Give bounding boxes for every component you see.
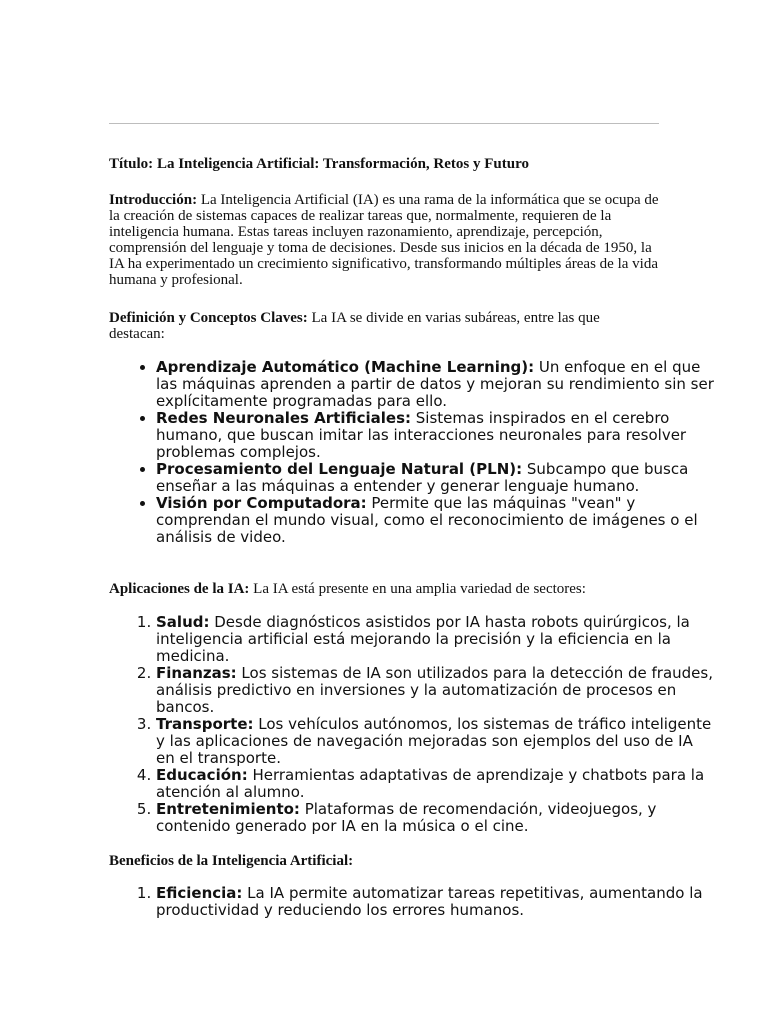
list-item — [156, 461, 716, 495]
item-desc: La IA permite automatizar tareas repetitivas, aumentando la productividad y reduciendo los errores humanos. — [156, 884, 703, 919]
item-term: Finanzas: — [156, 664, 237, 682]
item-desc: Los vehículos autónomos, los sistemas de tráfico inteligente y las aplicaciones de navegación mejoradas son ejemplos del uso de IA en el transporte. — [156, 715, 712, 767]
applications-label: Aplicaciones de la IA: — [109, 581, 250, 597]
list-item — [156, 410, 716, 461]
intro-text: La Inteligencia Artificial (IA) es una rama de la informática que se ocupa de la creación de sistemas capaces de realizar tareas que, normalmente, requieren de la inteligencia humana. Estas tareas incluyen razonamiento, aprendizaje, percepción, comprensión del lenguaje y toma de decisiones. Desde sus inicios en la década de 1950, la IA ha experimentado un crecimiento significativo, transformando múltiples áreas de la vida humana y profesional. — [109, 192, 659, 288]
item-term: Redes Neuronales Artificiales: — [156, 409, 411, 427]
item-desc: Permite que las máquinas "vean" y comprendan el mundo visual, como el reconocimiento de imágenes o el análisis de video. — [156, 494, 698, 546]
benefits-label: Beneficios de la Inteligencia Artificial: — [109, 853, 354, 869]
item-desc: Herramientas adaptativas de aprendizaje y chatbots para la atención al alumno. — [156, 766, 705, 801]
item-desc: Un enfoque en el que las máquinas aprenden a partir de datos y mejoran su rendimiento sin ser explícitamente programadas para ello. — [156, 358, 714, 410]
list-item — [156, 614, 716, 665]
item-term: Salud: — [156, 613, 210, 631]
list-item — [156, 359, 716, 410]
item-term: Educación: — [156, 766, 248, 784]
intro-label: Introducción: — [109, 192, 198, 208]
item-term: Aprendizaje Automático (Machine Learning): — [156, 358, 535, 376]
list-item — [156, 716, 716, 767]
definitions-label: Definición y Conceptos Claves: — [109, 310, 308, 326]
item-desc: Los sistemas de IA son utilizados para la detección de fraudes, análisis predictivo en inversiones y la automatización de procesos en bancos. — [156, 664, 713, 716]
list-item — [156, 801, 716, 835]
definitions-list — [109, 359, 716, 546]
item-desc: Desde diagnósticos asistidos por IA hasta robots quirúrgicos, la inteligencia artificial está mejorando la precisión y la eficiencia en la medicina. — [156, 613, 690, 665]
title-label: Título: — [109, 156, 154, 172]
list-item — [156, 767, 716, 801]
document-title — [109, 156, 659, 172]
item-term: Visión por Computadora: — [156, 494, 367, 512]
item-term: Eficiencia: — [156, 884, 243, 902]
benefits-list — [109, 885, 716, 919]
horizontal-rule — [109, 123, 659, 124]
item-desc: Subcampo que busca enseñar a las máquinas a entender y generar lenguaje humano. — [156, 460, 689, 495]
benefits-heading — [109, 853, 659, 869]
list-item — [156, 495, 716, 546]
intro-paragraph — [109, 192, 659, 288]
applications-list — [109, 614, 716, 835]
title-text: La Inteligencia Artificial: Transformación, Retos y Futuro — [156, 156, 529, 172]
applications-text: La IA está presente en una amplia variedad de sectores: — [249, 581, 586, 597]
definitions-text: La IA se divide en varias subáreas, entre las que destacan: — [109, 310, 600, 342]
item-term: Transporte: — [156, 715, 254, 733]
list-item — [156, 665, 716, 716]
item-term: Procesamiento del Lenguaje Natural (PLN): — [156, 460, 523, 478]
item-desc: Sistemas inspirados en el cerebro humano, que buscan imitar las interacciones neuronales para resolver problemas complejos. — [156, 409, 687, 461]
item-desc: Plataformas de recomendación, videojuegos, y contenido generado por IA en la música o el cine. — [156, 800, 657, 835]
definitions-paragraph — [109, 310, 659, 342]
applications-paragraph — [109, 581, 659, 597]
list-item — [156, 885, 716, 919]
item-term: Entretenimiento: — [156, 800, 300, 818]
